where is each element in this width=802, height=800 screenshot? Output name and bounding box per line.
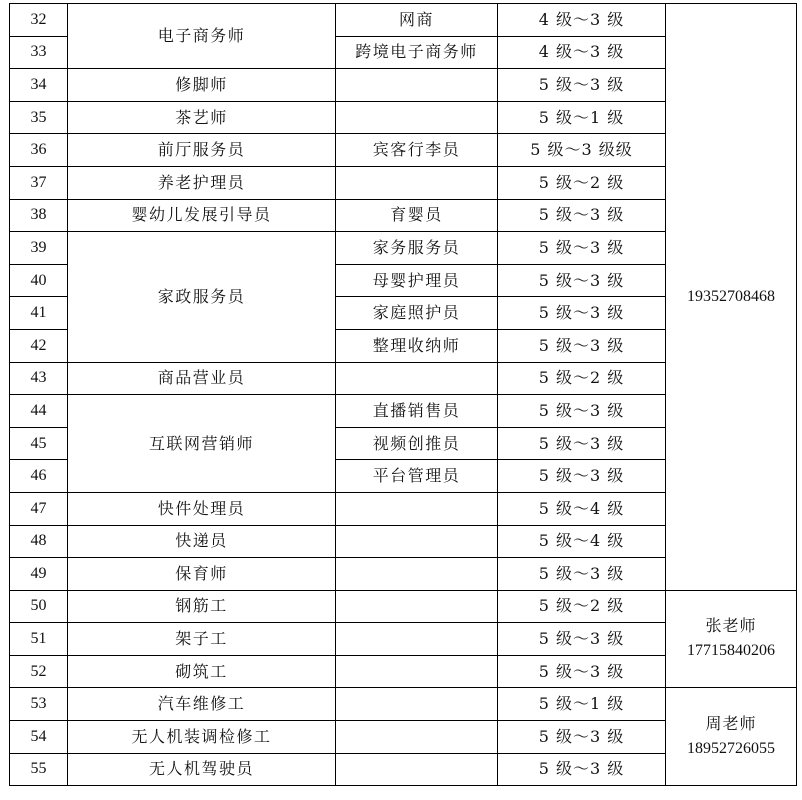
occupation-name: 养老护理员 xyxy=(68,166,336,199)
level-range: 5 级～3 级 xyxy=(498,460,666,493)
level-range: 5 级～2 级 xyxy=(498,166,666,199)
row-number: 47 xyxy=(10,492,68,525)
row-number: 36 xyxy=(10,134,68,167)
row-number: 45 xyxy=(10,427,68,460)
sub-occupation xyxy=(336,655,498,688)
occupation-name: 砌筑工 xyxy=(68,655,336,688)
sub-occupation xyxy=(336,101,498,134)
occupation-name: 钢筋工 xyxy=(68,590,336,623)
contact-phone: 18952726055 xyxy=(687,739,775,757)
sub-occupation: 跨境电子商务师 xyxy=(336,36,498,69)
row-number: 34 xyxy=(10,69,68,102)
row-number: 46 xyxy=(10,460,68,493)
row-number: 49 xyxy=(10,558,68,591)
level-range: 5 级～3 级 xyxy=(498,329,666,362)
level-range: 5 级～4 级 xyxy=(498,525,666,558)
level-range: 5 级～3 级 xyxy=(498,623,666,656)
occupation-name: 架子工 xyxy=(68,623,336,656)
occupation-name: 无人机驾驶员 xyxy=(68,753,336,786)
sub-occupation: 直播销售员 xyxy=(336,395,498,428)
row-number: 52 xyxy=(10,655,68,688)
sub-occupation: 家务服务员 xyxy=(336,232,498,265)
level-range: 5 级～3 级 xyxy=(498,232,666,265)
level-range: 5 级～3 级级 xyxy=(498,134,666,167)
occupation-name: 茶艺师 xyxy=(68,101,336,134)
level-range: 5 级～3 级 xyxy=(498,395,666,428)
table-row xyxy=(10,688,797,721)
sub-occupation xyxy=(336,166,498,199)
level-range: 5 级～3 级 xyxy=(498,427,666,460)
level-range: 5 级～3 级 xyxy=(498,69,666,102)
level-range: 5 级～3 级 xyxy=(498,753,666,786)
occupation-name: 前厅服务员 xyxy=(68,134,336,167)
sub-occupation: 整理收纳师 xyxy=(336,329,498,362)
occupation-name: 修脚师 xyxy=(68,69,336,102)
row-number: 48 xyxy=(10,525,68,558)
row-number: 37 xyxy=(10,166,68,199)
occupation-name: 互联网营销师 xyxy=(68,395,336,493)
occupation-name: 汽车维修工 xyxy=(68,688,336,721)
contact-phone: 17715840206 xyxy=(687,642,775,660)
contact-name: 张老师 xyxy=(705,618,757,636)
row-number: 35 xyxy=(10,101,68,134)
contact-cell xyxy=(666,688,797,786)
level-range: 5 级～3 级 xyxy=(498,558,666,591)
row-number: 55 xyxy=(10,753,68,786)
row-number: 42 xyxy=(10,329,68,362)
occupation-name: 商品营业员 xyxy=(68,362,336,395)
sub-occupation: 网商 xyxy=(336,4,498,37)
table-row xyxy=(10,4,797,37)
row-number: 44 xyxy=(10,395,68,428)
sub-occupation xyxy=(336,558,498,591)
sub-occupation: 家庭照护员 xyxy=(336,297,498,330)
occupation-name: 婴幼儿发展引导员 xyxy=(68,199,336,232)
sub-occupation xyxy=(336,590,498,623)
row-number: 54 xyxy=(10,721,68,754)
level-range: 5 级～3 级 xyxy=(498,199,666,232)
contact-name: 周老师 xyxy=(705,715,757,733)
table-row xyxy=(10,590,797,623)
sub-occupation xyxy=(336,623,498,656)
contact-cell xyxy=(666,4,797,591)
level-range: 5 级～1 级 xyxy=(498,688,666,721)
level-range: 5 级～2 级 xyxy=(498,362,666,395)
row-number: 43 xyxy=(10,362,68,395)
sub-occupation xyxy=(336,362,498,395)
row-number: 39 xyxy=(10,232,68,265)
row-number: 51 xyxy=(10,623,68,656)
sub-occupation xyxy=(336,753,498,786)
sub-occupation xyxy=(336,69,498,102)
row-number: 50 xyxy=(10,590,68,623)
level-range: 5 级～3 级 xyxy=(498,655,666,688)
sub-occupation xyxy=(336,525,498,558)
sub-occupation xyxy=(336,721,498,754)
level-range: 5 级～3 级 xyxy=(498,721,666,754)
level-range: 5 级～1 级 xyxy=(498,101,666,134)
contact-cell xyxy=(666,590,797,688)
level-range: 5 级～3 级 xyxy=(498,264,666,297)
row-number: 38 xyxy=(10,199,68,232)
occupation-name: 快递员 xyxy=(68,525,336,558)
occupation-name: 家政服务员 xyxy=(68,232,336,362)
sub-occupation xyxy=(336,492,498,525)
level-range: 4 级～3 级 xyxy=(498,4,666,37)
level-range: 4 级～3 级 xyxy=(498,36,666,69)
sub-occupation: 视频创推员 xyxy=(336,427,498,460)
occupation-name: 快件处理员 xyxy=(68,492,336,525)
level-range: 5 级～2 级 xyxy=(498,590,666,623)
row-number: 53 xyxy=(10,688,68,721)
sub-occupation: 育婴员 xyxy=(336,199,498,232)
occupation-name: 保育师 xyxy=(68,558,336,591)
row-number: 32 xyxy=(10,4,68,37)
contact-phone: 19352708468 xyxy=(687,287,775,305)
row-number: 40 xyxy=(10,264,68,297)
sub-occupation: 平台管理员 xyxy=(336,460,498,493)
row-number: 33 xyxy=(10,36,68,69)
sub-occupation: 母婴护理员 xyxy=(336,264,498,297)
occupation-name: 电子商务师 xyxy=(68,4,336,69)
level-range: 5 级～4 级 xyxy=(498,492,666,525)
sub-occupation xyxy=(336,688,498,721)
sub-occupation: 宾客行李员 xyxy=(336,134,498,167)
occupation-table xyxy=(9,3,797,786)
level-range: 5 级～3 级 xyxy=(498,297,666,330)
occupation-name: 无人机装调检修工 xyxy=(68,721,336,754)
row-number: 41 xyxy=(10,297,68,330)
